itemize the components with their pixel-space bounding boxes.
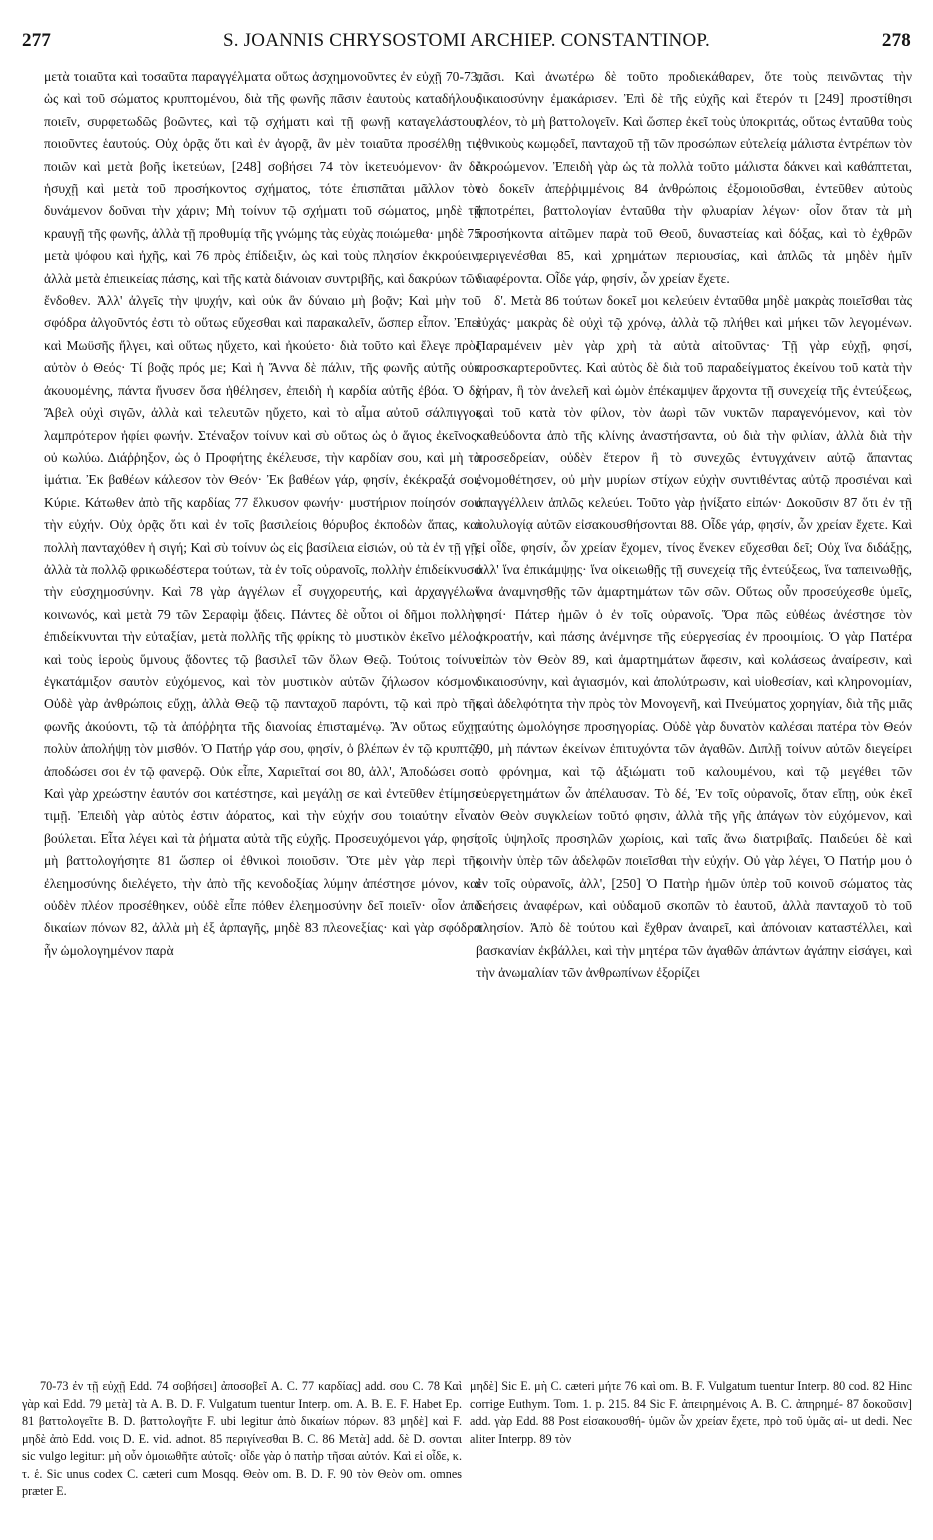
text-column-right — [476, 66, 912, 1366]
running-title: S. JOANNIS CHRYSOSTOMI ARCHIEP. CONSTANTINOP. — [223, 30, 710, 51]
text-column-left — [44, 66, 481, 1366]
paragraph-right-2: δ'. Μετὰ 86 τούτων δοκεῖ μοι κελεύειν ἐνταῦθα μηδὲ μακρὰς ποιεῖσθαι τὰς εὐχάς· μακρὰς δὲ οὐχὶ τῷ χρόνῳ, ἀλλὰ τῷ πλήθει καὶ μήκει τῶν λεγομένων. Παραμένειν μὲν γὰρ χρὴ τὰ αὐτὰ αἰτοῦντας· Τῇ γὰρ εὐχῇ, φησί, προσκαρτεροῦντες. Καὶ αὐτὸς δὲ διὰ τοῦ παραδείγματος ἐκείνου τοῦ κατὰ τὴν χήραν, ἣ τὸν ἀνελεῆ καὶ ὠμὸν ἐπέκαμψεν ἄρχοντα τῇ συνεχείᾳ τῆς ἐντεύξεως, καὶ τοῦ κατὰ τὸν φίλον, τὸν ἀωρὶ τῶν νυκτῶν παραγενόμενον, καὶ τὸν καθεύδοντα ἀπὸ τῆς κλίνης ἀναστήσαντα, οὐ διὰ τὴν φιλίαν, ἀλλὰ διὰ τὴν προσεδρείαν, οὐδὲν ἕτερον ἢ τὸ συνεχῶς ἐντυγχάνειν αὐτῷ ἅπαντας ἐνομοθέτησεν, οὐ μὴν μυρίων στίχων εὐχὴν συντιθέντας αὐτῷ προσιέναι καὶ ἀπαγγέλλειν ἁπλῶς κελεύει. Τοῦτο γὰρ ᾐνίξατο εἰπών· Δοκοῦσιν 87 ὅτι ἐν τῇ πολυλογίᾳ αὐτῶν εἰσακουσθήσονται 88. Οἶδε γάρ, φησίν, ὧν χρείαν ἔχετε. Καὶ εἰ οἶδε, φησίν, ὧν χρείαν ἔχομεν, τίνος ἕνεκεν εὔχεσθαι δεῖ; Οὐχ ἵνα διδάξῃς, ἀλλ' ἵνα ἐπικάμψῃς· ἵνα οἰκειωθῇς τῇ συνεχείᾳ τῆς ἐντεύξεως, ἵνα ταπεινωθῇς, ἵνα ἀναμνησθῇς τῶν ἁμαρτημάτων τῶν σῶν. Οὕτως οὖν προσεύχεσθε ὑμεῖς, φησί· Πάτερ ἡμῶν ὁ ἐν τοῖς οὐρανοῖς. Ὅρα πῶς εὐθέως ἀνέστησε τὸν ἀκροατήν, καὶ πάσης ἀνέμνησε τῆς εὐεργεσίας ἐν προοιμίοις. Ὁ γὰρ Πατέρα εἰπὼν τὸν Θεὸν 89, καὶ ἁμαρτημάτων ἄφεσιν, καὶ κολάσεως ἀναίρεσιν, καὶ δικαιοσύνην, καὶ ἁγιασμόν, καὶ ἀπολύτρωσιν, καὶ υἱοθεσίαν, καὶ κληρονομίαν, καὶ ἀδελφότητα τὴν πρὸς τὸν Μονογενῆ, καὶ Πνεύματος χορηγίαν, διὰ τῆς μιᾶς ταύτης ὡμολόγησε προσηγορίας. Οὐδὲ γὰρ δυνατὸν καλέσαι πατέρα τὸν Θεόν 90, μὴ πάντων ἐκείνων ἐπιτυχόντα τῶν ἀγαθῶν. Διπλῇ τοίνυν αὐτῶν διεγείρει τὸ φρόνημα, καὶ τῷ ἀξιώματι τοῦ καλουμένου, καὶ τῷ μεγέθει τῶν εὐεργετημάτων ὧν ἀπέλαυσαν. Τὸ δέ, Ἐν τοῖς οὐρανοῖς, ὅταν εἴπῃ, οὐκ ἐκεῖ τὸν Θεὸν συγκλείων τοῦτό φησιν, ἀλλὰ τῆς γῆς ἀπάγων τὸν εὐχόμενον, καὶ τοῖς ὑψηλοῖς προσηλῶν χωρίοις, καὶ ταῖς ἄνω διατριβαῖς. Παιδεύει δὲ καὶ κοινὴν ὑπὲρ τῶν ἀδελφῶν ποιεῖσθαι τὴν εὐχήν. Οὐ γὰρ λέγει, Ὁ Πατήρ μου ὁ ἐν τοῖς οὐρανοῖς, ἀλλ', [250] Ὁ Πατὴρ ἡμῶν ὑπὲρ τοῦ κοινοῦ σώματος τὰς δεήσεις ἀναφέρων, καὶ οὐδαμοῦ σκοπῶν τὸ ἑαυτοῦ, ἀλλὰ πανταχοῦ τὸ τοῦ πλησίον. Ἀπὸ δὲ τούτου καὶ ἔχθραν ἀναιρεῖ, καὶ ἀπόνοιαν καταστέλλει, καὶ βασκανίαν ἐκβάλλει, καὶ τὴν μητέρα τῶν ἀγαθῶν ἁπάντων ἀγάπην εἰσάγει, καὶ τὴν ἀνωμαλίαν τῶν ἀνθρωπίνων ἐξορίζει — [476, 293, 912, 981]
page-number-left: 277 — [22, 30, 52, 51]
paragraph-left: μετὰ τοιαῦτα καὶ τοσαῦτα παραγγέλματα οὕτως ἀσχημονοῦντες ἐν εὐχῇ 70-73, ὡς καὶ τοῦ σώματος κρυπτομένου, διὰ τῆς φωνῆς πᾶσιν ἑαυτοὺς καταδήλους ποιεῖν, συρφετωδῶς βοῶντες, καὶ τῷ σχήματι καὶ τῇ φωνῇ καταγελάστους ποιοῦντες ἑαυτούς. Οὐχ ὁρᾷς ὅτι καὶ ἐν ἀγορᾷ, ἂν μὲν τοιαῦτα προσέλθῃ τις ποιῶν καὶ μετὰ βοῆς ἱκετεύων, [248] σοβήσει 74 τὸν ἱκετευόμενον· ἂν δὲ ἡσυχῇ καὶ μετὰ τοῦ προσήκοντος σχήματος, τότε ἐπισπᾶται μᾶλλον τὸν δυνάμενον δοῦναι τὴν χάριν; Μὴ τοίνυν τῷ σχήματι τοῦ σώματος, μηδὲ τῇ κραυγῇ τῆς φωνῆς, ἀλλὰ τῇ προθυμίᾳ τῆς γνώμης τὰς εὐχὰς ποιώμεθα· μηδὲ 75 μετὰ ψόφου καὶ ἠχῆς, καὶ 76 πρὸς ἐπίδειξιν, ὡς καὶ τοὺς πλησίον ἐκκρούειν, ἀλλὰ μετὰ ἐπιεικείας πάσης, καὶ τῆς κατὰ διάνοιαν συντριβῆς, καὶ δακρύων τῶν ἔνδοθεν. Ἀλλ' ἀλγεῖς τὴν ψυχήν, καὶ οὐκ ἂν δύναιο μὴ βοᾷν; Καὶ μὴν τοῦ σφόδρα ἀλγοῦντός ἐστι τὸ οὕτως εὔχεσθαι καὶ παρακαλεῖν, ὥσπερ εἶπον. Ἐπεὶ καὶ Μωϋσῆς ἤλγει, καὶ οὕτως ηὔχετο, καὶ ἠκούετο· διὰ τοῦτο καὶ ἔλεγε πρὸς αὐτὸν ὁ Θεός· Τί βοᾷς πρός με; Καὶ ἡ Ἄννα δὲ πάλιν, τῆς φωνῆς αὐτῆς οὐκ ἀκουομένης, πάντα ἤνυσεν ὅσα ἠθέλησεν, ἐπειδὴ ἡ καρδία αὐτῆς ἐβόα. Ὁ δὲ Ἄβελ οὐχὶ σιγῶν, ἀλλὰ καὶ τελευτῶν ηὔχετο, καὶ τὸ αἷμα αὐτοῦ σάλπιγγος λαμπρότερον ἠφίει φωνήν. Στέναξον τοίνυν καὶ σὺ οὕτως ὡς ὁ ἅγιος ἐκεῖνος· οὐ κωλύω. Διάῤῥηξον, ὡς ὁ Προφήτης ἐκέλευσε, τὴν καρδίαν σου, καὶ μὴ τὰ ἱμάτια. Ἐκ βαθέων κάλεσον τὸν Θεόν· Ἐκ βαθέων γάρ, φησίν, ἐκέκραξά σοι, Κύριε. Κάτωθεν ἀπὸ τῆς καρδίας 77 ἕλκυσον φωνήν· μυστήριον ποίησόν σου τὴν εὐχήν. Οὐχ ὁρᾷς ὅτι καὶ ἐν τοῖς βασιλείοις θόρυβος ἐκποδὼν ἅπας, καὶ πολλὴ πανταχόθεν ἡ σιγή; Καὶ σὺ τοίνυν ὡς εἰς βασίλεια εἰσιών, οὐ τὰ ἐν τῇ γῇ, ἀλλὰ τὰ πολλῷ φρικωδέστερα τούτων, τὰ ἐν τοῖς οὐρανοῖς, πολλὴν ἐπιδείκνυσο τὴν εὐσχημοσύνην. Καὶ 78 γὰρ ἀγγέλων εἶ συγχορευτής, καὶ ἀρχαγγέλων κοινωνός, καὶ μετὰ 79 τῶν Σεραφὶμ ᾄδεις. Πάντες δὲ οὗτοι οἱ δῆμοι πολλὴν ἐπιδείκνυνται τὴν εὐταξίαν, μετὰ πολλῆς τῆς φρίκης τὸ μυστικὸν ἐκεῖνο μέλος καὶ τοὺς ἱεροὺς ὕμνους ᾄδοντες τῷ βασιλεῖ τῶν ὅλων Θεῷ. Τούτοις τοίνυν ἐγκατάμιξον σαυτὸν εὐχόμενος, καὶ τὸν μυστικὸν αὐτῶν ζήλωσον κόσμον. Οὐδὲ γὰρ ἀνθρώποις εὔχῃ, ἀλλὰ Θεῷ τῷ πανταχοῦ παρόντι, τῷ καὶ πρὸ τῆς φωνῆς ἀκούοντι, τῷ τὰ ἀπόῤῥητα τῆς διανοίας ἐπισταμένῳ. Ἂν οὕτως εὔχῃ, πολὺν ἀπολήψῃ τὸν μισθόν. Ὁ Πατήρ γάρ σου, φησίν, ὁ βλέπων ἐν τῷ κρυπτῷ, ἀποδώσει σοι ἐν τῷ φανερῷ. Οὐκ εἶπε, Χαριεῖταί σοι 80, ἀλλ', Ἀποδώσει σοι. Καὶ γὰρ χρεώστην ἑαυτόν σοι κατέστησε, καὶ μεγάλῃ σε καὶ ἐντεῦθεν ἐτίμησε τιμῇ. Ἐπειδὴ γὰρ αὐτὸς ἐστιν ἀόρατος, καὶ τὴν εὐχήν σου τοιαύτην εἶναι βούλεται. Εἶτα λέγει καὶ τὰ ῥήματα αὐτὰ τῆς εὐχῆς. Προσευχόμενοι γάρ, φησί, μὴ βαττολογήσητε 81 ὥσπερ οἱ ἐθνικοὶ ποιοῦσιν. Ὅτε μὲν γὰρ περὶ τῆς ἐλεημοσύνης διελέγετο, τὴν ἀπὸ τῆς κενοδοξίας λύμην ἀπέστησε μόνον, καὶ οὐδὲν πλέον προσέθηκεν, οὐδὲ εἶπε πόθεν ἐλεημοσύνην δεῖ ποιεῖν· οἷον ἀπὸ δικαίων πόνων 82, ἀλλὰ μὴ ἐξ ἁρπαγῆς, μηδὲ 83 πλεονεξίας· καὶ γὰρ σφόδρα ἦν ὡμολογημένον παρὰ — [44, 69, 481, 958]
footnotes-right — [470, 1378, 912, 1528]
footnotes-left-text: 70-73 ἐν τῇ εὐχῇ Edd. 74 σοβήσει] ἀποσοβεῖ A. C. 77 καρδίας] add. σου C. 78 Καὶ γὰρ καὶ Edd. 79 μετὰ] τὰ A. B. D. F. Vulgatum tuentur Interp. om. A. B. E. F. Habet Ep. 81 βαττολογεῖτε B. D. βαττολογῆτε F. ubi legitur ἀπὸ δικαίων πόρων. 83 μηδὲ] καὶ F. μηδὲ ἀπὸ Edd. νοις D. E. vid. adnot. 85 περιγίνεσθαι B. C. 86 Μετὰ] add. δὲ D. σονται sic vulgo legitur: μὴ οὖν ὁμοιωθῆτε αὐτοῖς· οἶδε γὰρ ὁ πατὴρ τῆσαι αὐτόν. Καὶ εἰ οἶδε, κ. τ. ἑ. Sic unus codex C. cæteri cum Mosqq. Θεὸν om. B. D. F. 90 τὸν Θεὸν om. omnes præter E. — [22, 1379, 462, 1498]
footnotes-left — [22, 1378, 462, 1528]
footnotes-right-text: μηδὲ] Sic E. μὴ C. cæteri μήτε 76 καὶ om. B. F. Vulgatum tuentur Interp. 80 cod. 82 Hinc corrige Euthym. Tom. 1. p. 215. 84 Sic F. ἀπειρημένοις A. B. C. ἀπηρημέ- 87 δοκοῦσιν] add. γὰρ Edd. 88 Post εἰσακουσθή- ὑμῶν ὧν χρείαν ἔχετε, πρὸ τοῦ ὑμᾶς αἰ- ut dedi. Nec aliter Interpp. 89 τὸν — [470, 1379, 912, 1446]
page-number-right: 278 — [881, 30, 911, 51]
paragraph-right-1: πᾶσι. Καὶ ἀνωτέρω δὲ τοῦτο προδιεκάθαρεν, ὅτε τοὺς πεινῶντας τὴν δικαιοσύνην ἐμακάρισεν. Ἐπὶ δὲ τῆς εὐχῆς καὶ ἕτερόν τι [249] προστίθησι πλέον, τὸ μὴ βαττολογεῖν. Καὶ ὥσπερ ἐκεῖ τοὺς ὑποκριτάς, οὕτως ἐνταῦθα τοὺς ἐθνικοὺς κωμῳδεῖ, πανταχοῦ τῇ τῶν προσώπων εὐτελείᾳ μάλιστα ἐντρέπων τὸν ἀκροώμενον. Ἐπειδὴ γὰρ ὡς τὰ πολλὰ τοῦτο μάλιστα δάκνει καὶ καθάπτεται, τὸ δοκεῖν ἀπεῤῥιμμένοις 84 ἀνθρώποις ἐξομοιοῦσθαι, ἐντεῦθεν αὐτοὺς ἀποτρέπει, βαττολογίαν ἐνταῦθα τὴν φλυαρίαν λέγων· οἷον ὅταν τὰ μὴ προσήκοντα αἰτῶμεν παρὰ τοῦ Θεοῦ, δυναστείας καὶ δόξας, καὶ τὸ ἐχθρῶν περιγενέσθαι 85, καὶ χρημάτων περιουσίας, καὶ ἁπλῶς τὰ μηδὲν ἡμῖν διαφέροντα. Οἶδε γάρ, φησίν, ὧν χρείαν ἔχετε. — [476, 69, 912, 286]
page-header — [22, 30, 911, 56]
